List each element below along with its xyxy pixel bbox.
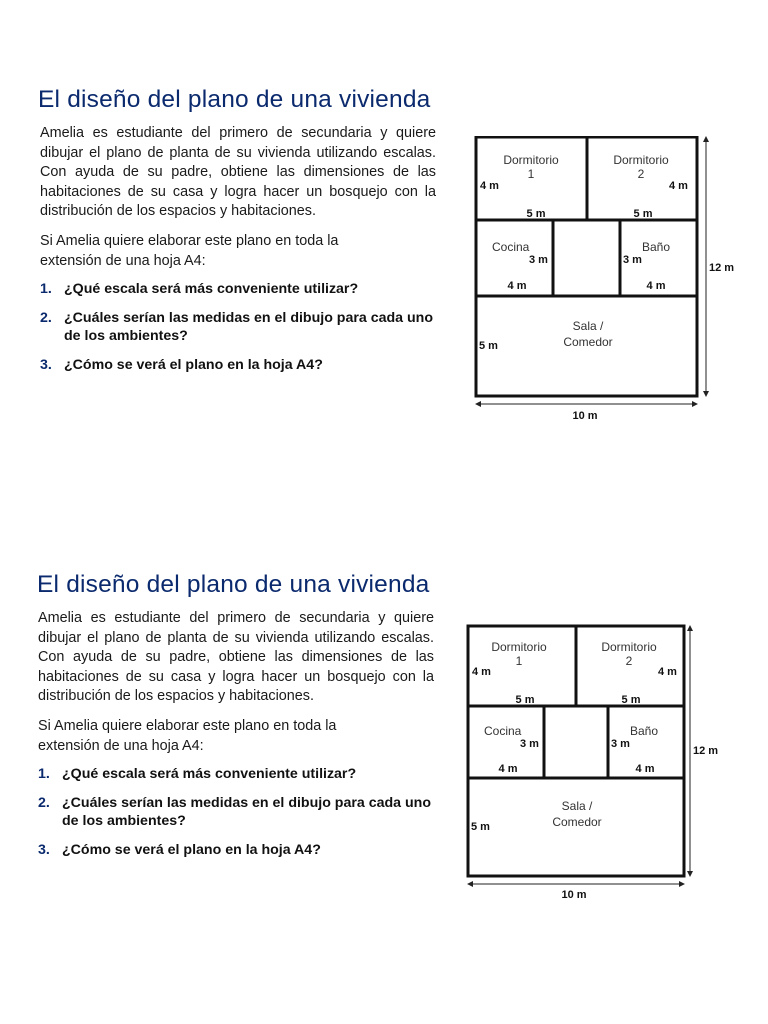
question-list — [38, 765, 438, 869]
dormitorio-1-width: 5 m — [526, 208, 546, 220]
dormitorio-2-width: 5 m — [621, 694, 641, 706]
dormitorio-1-label: Dormitorio — [491, 640, 547, 654]
total-height-label: 12 m — [709, 262, 735, 274]
question-text: ¿Cómo se verá el plano en la hoja A4? — [64, 356, 323, 373]
question-number: 2. — [40, 309, 52, 326]
question-item — [38, 765, 438, 784]
sala-label-line1: Sala / — [561, 799, 593, 813]
dormitorio-1-height: 4 m — [480, 180, 499, 192]
question-item — [40, 280, 440, 299]
question-item — [38, 841, 438, 860]
dormitorio-1-number: 1 — [515, 654, 523, 668]
total-width-label: 10 m — [561, 889, 587, 901]
dormitorio-2-number: 2 — [637, 167, 645, 181]
floor-plan-drawing — [459, 620, 749, 910]
sala-label-line2: Comedor — [563, 335, 613, 349]
floor-plan-drawing — [466, 136, 756, 426]
sala-label-line2: Comedor — [552, 815, 602, 829]
question-text: ¿Cómo se verá el plano en la hoja A4? — [62, 841, 321, 858]
question-item — [40, 356, 440, 375]
bano-label: Baño — [642, 240, 671, 254]
sala-height: 5 m — [479, 340, 498, 352]
dormitorio-2-number: 2 — [625, 654, 633, 668]
sala-label-line1: Sala / — [572, 319, 604, 333]
dormitorio-2-height: 4 m — [669, 180, 688, 192]
task-paragraph: Si Amelia quiere elaborar este plano en toda la extensión de una hoja A4: — [40, 233, 339, 269]
intro-paragraph: Amelia es estudiante del primero de secundaria y quiere dibujar el plano de planta de su vivienda utilizando escalas. Con ayuda de su padre, obtiene las dimensiones de las habitaciones de su casa y logra hacer un bosquejo con la distribución de los espacios y habitaciones. — [40, 125, 436, 220]
floor-plan — [459, 620, 749, 910]
worksheet-section-2 — [0, 565, 768, 1005]
bano-width: 4 m — [646, 280, 666, 292]
question-number: 3. — [40, 356, 52, 373]
intro-paragraph: Amelia es estudiante del primero de secundaria y quiere dibujar el plano de planta de su vivienda utilizando escalas. Con ayuda de su padre, obtiene las dimensiones de las habitaciones de su casa y logra hacer un bosquejo con la distribución de los espacios y habitaciones. — [38, 610, 434, 705]
question-number: 3. — [38, 841, 50, 858]
cocina-width: 4 m — [507, 280, 527, 292]
cocina-height: 3 m — [529, 254, 548, 266]
question-number: 1. — [40, 281, 52, 297]
question-number: 2. — [38, 794, 50, 811]
bano-label: Baño — [630, 724, 659, 738]
question-item — [40, 309, 440, 346]
total-width-label: 10 m — [572, 410, 598, 422]
dormitorio-1-label: Dormitorio — [503, 153, 559, 167]
dormitorio-1-height: 4 m — [472, 666, 491, 678]
total-height-label: 12 m — [693, 745, 719, 757]
question-list — [40, 280, 440, 384]
dormitorio-2-height: 4 m — [658, 666, 677, 678]
question-number: 1. — [38, 766, 50, 782]
dormitorio-2-label: Dormitorio — [601, 640, 657, 654]
section-title: El diseño del plano de una vivienda — [37, 571, 430, 598]
cocina-width: 4 m — [498, 763, 518, 775]
floor-plan — [466, 136, 756, 426]
question-item — [38, 794, 438, 831]
question-text: ¿Qué escala será más conveniente utilizar? — [62, 766, 357, 782]
bano-width: 4 m — [635, 763, 655, 775]
cocina-height: 3 m — [520, 738, 539, 750]
cocina-label: Cocina — [492, 240, 530, 254]
dormitorio-1-width: 5 m — [515, 694, 535, 706]
dormitorio-2-label: Dormitorio — [613, 153, 669, 167]
bano-height: 3 m — [623, 254, 642, 266]
sala-height: 5 m — [471, 821, 490, 833]
question-text: ¿Cuáles serían las medidas en el dibujo para cada uno de los ambientes? — [62, 794, 431, 829]
bano-height: 3 m — [611, 738, 630, 750]
cocina-label: Cocina — [484, 724, 522, 738]
section-title: El diseño del plano de una vivienda — [38, 86, 431, 113]
dormitorio-1-number: 1 — [527, 167, 535, 181]
dormitorio-2-width: 5 m — [633, 208, 653, 220]
task-paragraph: Si Amelia quiere elaborar este plano en toda la extensión de una hoja A4: — [38, 718, 337, 754]
question-text: ¿Qué escala será más conveniente utilizar? — [64, 281, 359, 297]
worksheet-section-1 — [0, 80, 768, 520]
question-text: ¿Cuáles serían las medidas en el dibujo para cada uno de los ambientes? — [64, 309, 433, 344]
